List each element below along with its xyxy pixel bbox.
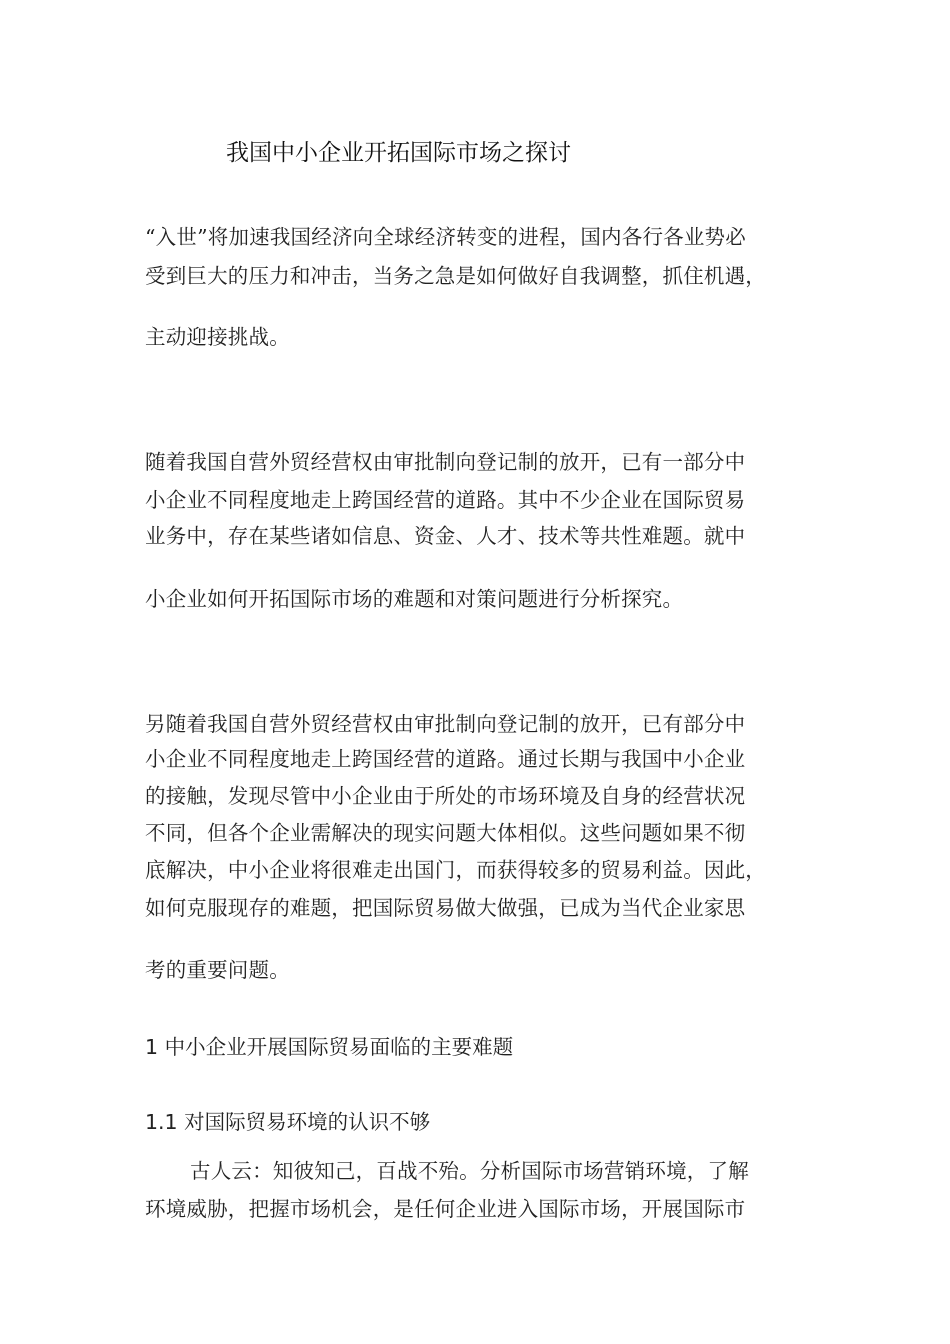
section-1-title: 中小企业开展国际贸易面临的主要难题 (164, 1035, 514, 1059)
paragraph-1-line-2: 受到巨大的压力和冲击，当务之急是如何做好自我调整，抓住机遇， (145, 264, 766, 288)
paragraph-2-line-2: 小企业不同程度地走上跨国经营的道路。其中不少企业在国际贸易 (145, 488, 746, 512)
paragraph-3-line-7: 考的重要问题。 (145, 958, 290, 982)
paragraph-2-line-4: 小企业如何开拓国际市场的难题和对策问题进行分析探究。 (145, 587, 684, 611)
paragraph-3-line-5: 底解决，中小企业将很难走出国门，而获得较多的贸易利益。因此， (145, 858, 766, 882)
paragraph-3-line-4: 不同，但各个企业需解决的现实问题大体相似。这些问题如果不彻 (145, 821, 746, 845)
section-1-1-heading (145, 1108, 430, 1136)
section-1-heading (145, 1033, 513, 1061)
document-title: 我国中小企业开拓国际市场之探讨 (226, 140, 571, 166)
section-1-1-line-1: 古人云：知彼知己，百战不殆。分析国际市场营销环境，了解 (190, 1159, 749, 1183)
paragraph-3-line-1: 另随着我国自营外贸经营权由审批制向登记制的放开，已有部分中 (145, 712, 746, 736)
section-1-1-number: 1.1 (145, 1110, 178, 1134)
paragraph-1-line-3: 主动迎接挑战。 (145, 325, 290, 349)
paragraph-3-line-3: 的接触，发现尽管中小企业由于所处的市场环境及自身的经营状况 (145, 784, 746, 808)
section-1-1-title: 对国际贸易环境的认识不够 (184, 1110, 431, 1134)
paragraph-1-line-1: “入世”将加速我国经济向全球经济转变的进程，国内各行各业势必 (145, 225, 746, 249)
section-1-1-line-2: 环境威胁，把握市场机会，是任何企业进入国际市场，开展国际市 (145, 1197, 746, 1221)
section-1-number: 1 (145, 1035, 159, 1059)
paragraph-2-line-3: 业务中，存在某些诸如信息、资金、人才、技术等共性难题。就中 (145, 524, 746, 548)
paragraph-2-line-1: 随着我国自营外贸经营权由审批制向登记制的放开，已有一部分中 (145, 450, 746, 474)
paragraph-3-line-2: 小企业不同程度地走上跨国经营的道路。通过长期与我国中小企业 (145, 747, 746, 771)
paragraph-3-line-6: 如何克服现存的难题，把国际贸易做大做强，已成为当代企业家思 (145, 896, 746, 920)
